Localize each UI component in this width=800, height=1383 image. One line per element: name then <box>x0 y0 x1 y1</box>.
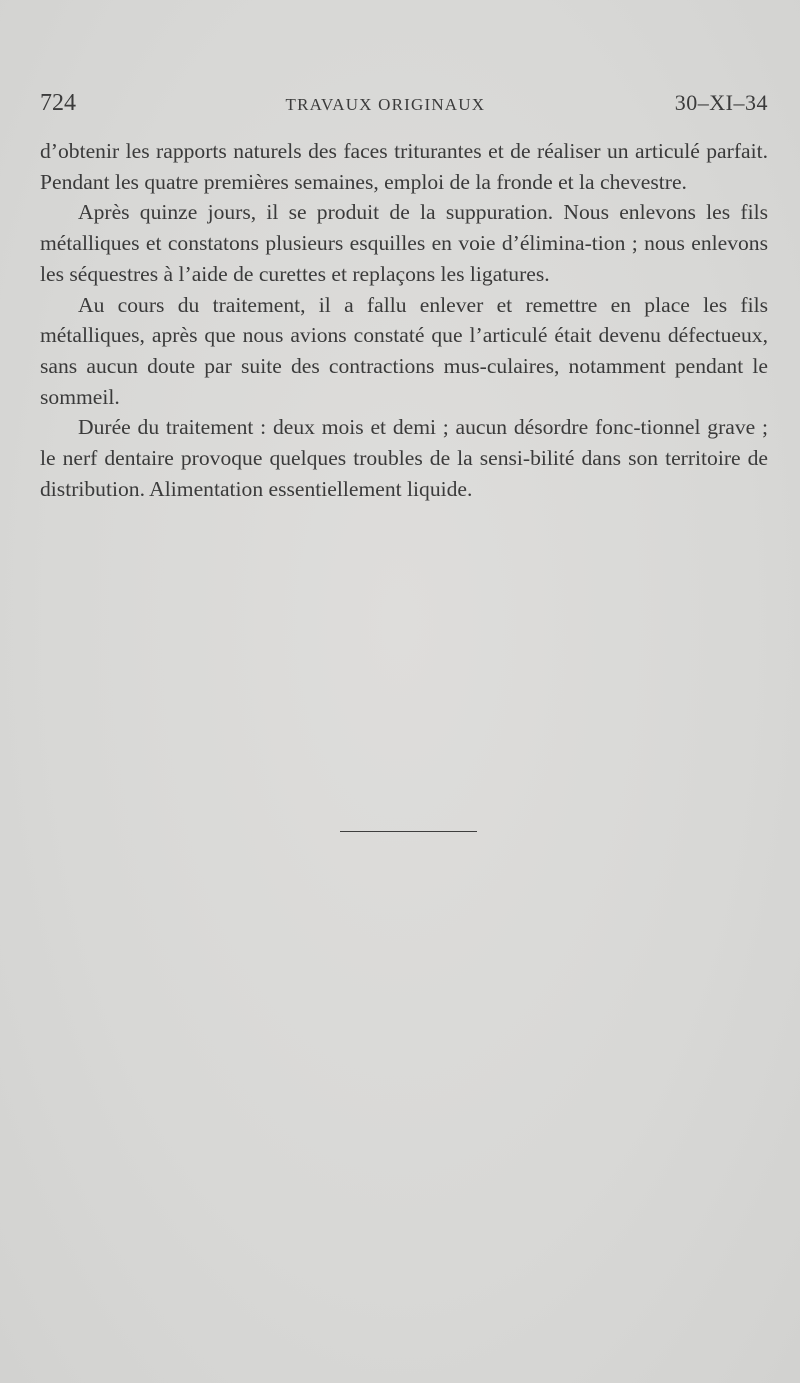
section-end-rule <box>340 831 477 832</box>
running-title: TRAVAUX ORIGINAUX <box>285 95 486 114</box>
paragraph-duration: Durée du traitement : deux mois et demi ; aucun désordre fonc-tionnel grave ; le nerf dentaire provoque quelques troubles de la sensi-bilité dans son territoire de distribution. Alimentation essentiellement liquide. <box>40 415 768 501</box>
body-text <box>40 136 768 504</box>
paragraph-treatment: Au cours du traitement, il a fallu enlever et remettre en place les fils métalliques, après que nous avions constaté que l’articulé était devenu défectueux, sans aucun doute par suite des contractions mus-culaires, notamment pendant le sommeil. <box>40 292 768 409</box>
paragraph-suppuration: Après quinze jours, il se produit de la suppuration. Nous enlevons les fils métalliques et constatons plusieurs esquilles en voie d’élimina-tion ; nous enlevons les séquestres à l’aide de curettes et replaçons les ligatures. <box>40 200 768 286</box>
page-number: 724 <box>40 90 76 116</box>
running-head <box>40 90 768 120</box>
paragraph-continued: d’obtenir les rapports naturels des faces triturantes et de réaliser un articulé parfait. Pendant les quatre premières semaines, emploi de la fronde et la chevestre. <box>40 139 768 194</box>
header-date: 30–XI–34 <box>674 90 768 115</box>
